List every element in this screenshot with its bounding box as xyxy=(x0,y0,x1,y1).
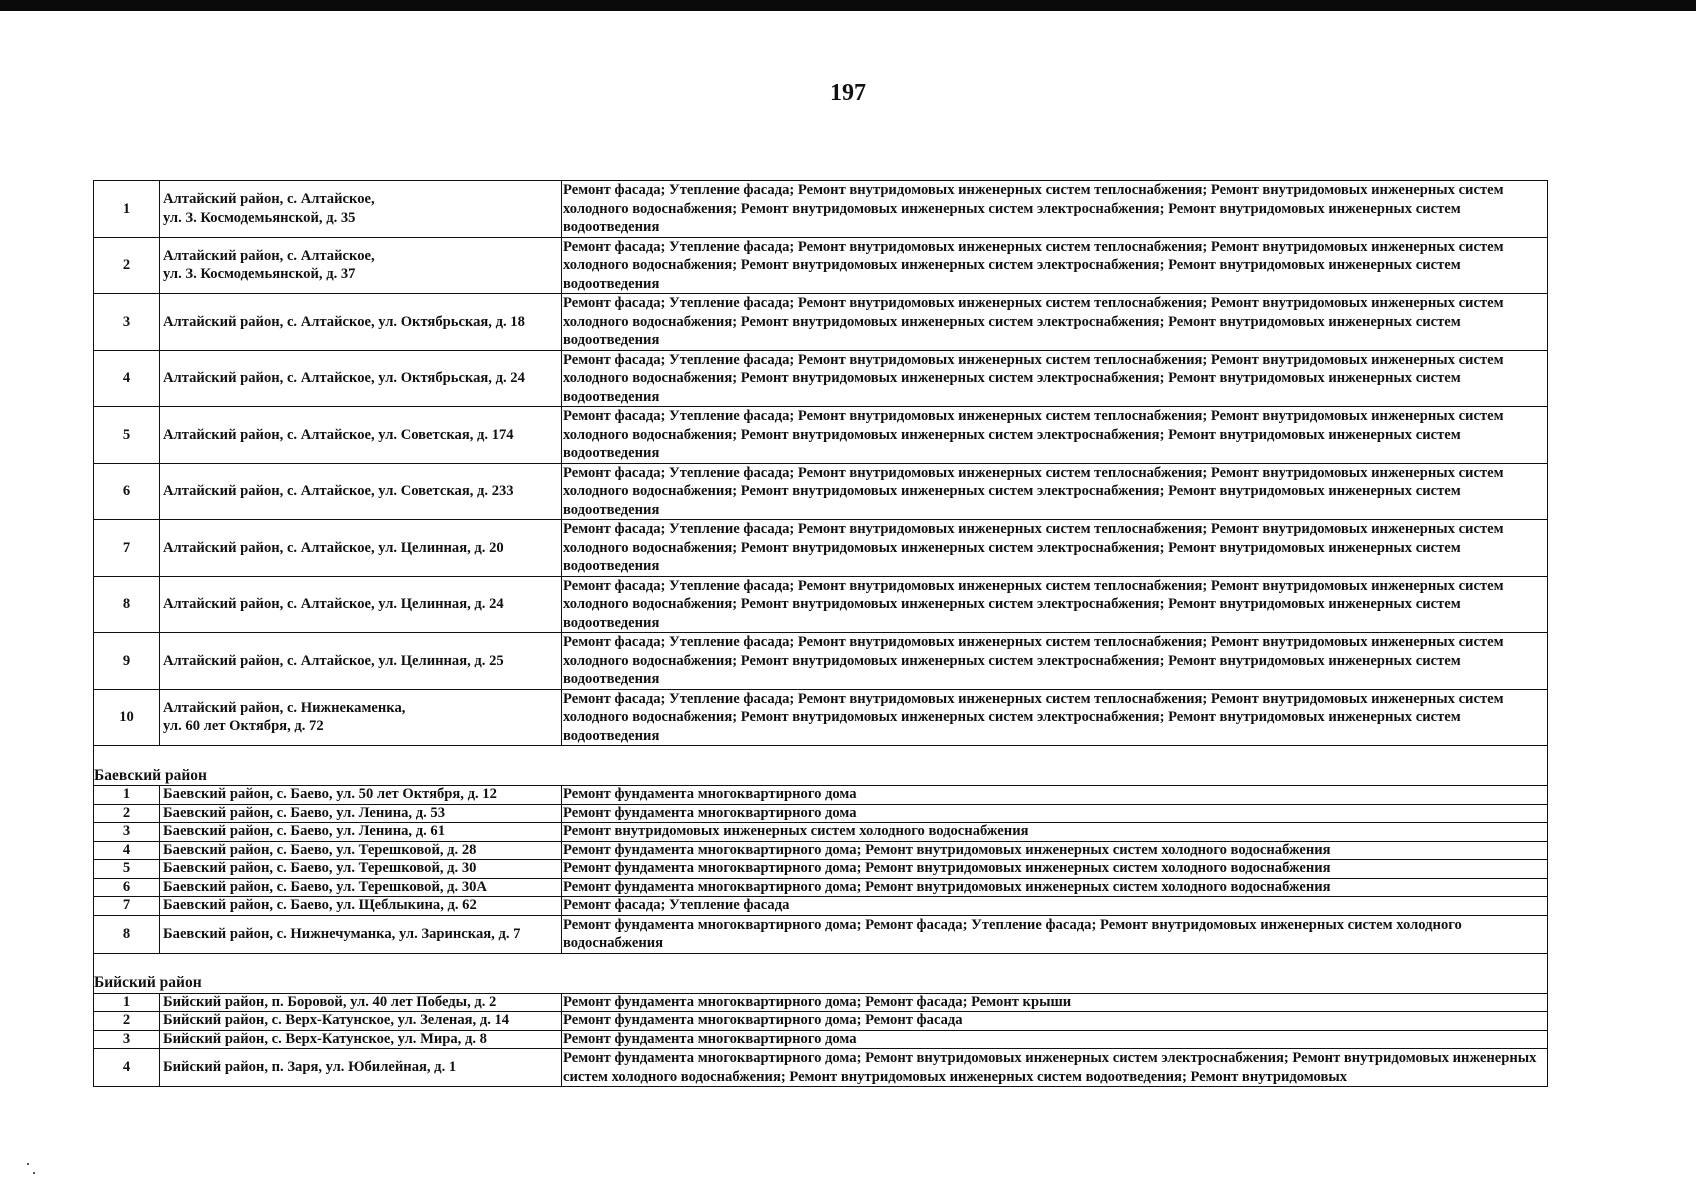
works-cell: Ремонт внутридомовых инженерных систем холодного водоснабжения xyxy=(562,823,1548,842)
row-number: 8 xyxy=(94,915,160,953)
address-cell: Баевский район, с. Баево, ул. Щеблыкина, д. 62 xyxy=(160,897,562,916)
table-row xyxy=(94,520,1548,577)
table-row xyxy=(94,1012,1548,1031)
repair-program-table xyxy=(93,180,1548,1087)
address-cell xyxy=(160,689,562,746)
table-row xyxy=(94,633,1548,690)
row-number: 2 xyxy=(94,237,160,294)
row-number: 3 xyxy=(94,1030,160,1049)
address-cell: Баевский район, с. Баево, ул. Терешковой, д. 30 xyxy=(160,860,562,879)
works-cell: Ремонт фундамента многоквартирного дома; Ремонт фасада; Утепление фасада; Ремонт внутридомовых инженерных систем холодного водоснабжения xyxy=(562,915,1548,953)
row-number: 9 xyxy=(94,633,160,690)
scan-top-border xyxy=(0,0,1696,11)
works-cell: Ремонт фундамента многоквартирного дома xyxy=(562,786,1548,805)
district-title: Бийский район xyxy=(94,973,1548,994)
works-cell: Ремонт фасада; Утепление фасада xyxy=(562,897,1548,916)
table-row xyxy=(94,786,1548,805)
row-number: 7 xyxy=(94,897,160,916)
table-row xyxy=(94,993,1548,1012)
address-cell xyxy=(160,237,562,294)
address-cell: Бийский район, с. Верх-Катунское, ул. Зеленая, д. 14 xyxy=(160,1012,562,1031)
table-row xyxy=(94,463,1548,520)
works-cell: Ремонт фундамента многоквартирного дома; Ремонт внутридомовых инженерных систем электроснабжения; Ремонт внутридомовых инженерных систем холодного водоснабжения; Ремонт внутридомовых инженерных систем водоотведения; Ремонт внутридомовых xyxy=(562,1049,1548,1087)
address-line: Алтайский район, с. Алтайское, xyxy=(163,247,375,264)
row-number: 7 xyxy=(94,520,160,577)
address-cell: Бийский район, п. Боровой, ул. 40 лет Победы, д. 2 xyxy=(160,993,562,1012)
works-cell: Ремонт фасада; Утепление фасада; Ремонт внутридомовых инженерных систем теплоснабжения; Ремонт внутридомовых инженерных систем холодного водоснабжения; Ремонт внутридомовых инженерных систем электроснабжения; Ремонт внутридомовых инженерных систем водоотведения xyxy=(562,689,1548,746)
works-cell: Ремонт фасада; Утепление фасада; Ремонт внутридомовых инженерных систем теплоснабжения; Ремонт внутридомовых инженерных систем холодного водоснабжения; Ремонт внутридомовых инженерных систем электроснабжения; Ремонт внутридомовых инженерных систем водоотведения xyxy=(562,294,1548,351)
address-cell: Баевский район, с. Нижнечуманка, ул. Заринская, д. 7 xyxy=(160,915,562,953)
address-cell: Баевский район, с. Баево, ул. Терешковой, д. 28 xyxy=(160,841,562,860)
row-number: 10 xyxy=(94,689,160,746)
row-number: 1 xyxy=(94,181,160,238)
scan-speck xyxy=(33,1172,35,1174)
address-cell: Баевский район, с. Баево, ул. 50 лет Октября, д. 12 xyxy=(160,786,562,805)
row-number: 6 xyxy=(94,878,160,897)
address-cell: Алтайский район, с. Алтайское, ул. Целинная, д. 24 xyxy=(160,576,562,633)
address-cell: Баевский район, с. Баево, ул. Ленина, д. 61 xyxy=(160,823,562,842)
table-row xyxy=(94,841,1548,860)
page-number: 197 xyxy=(830,80,866,106)
row-number: 8 xyxy=(94,576,160,633)
row-number: 3 xyxy=(94,294,160,351)
works-cell: Ремонт фундамента многоквартирного дома; Ремонт фасада; Ремонт крыши xyxy=(562,993,1548,1012)
row-number: 6 xyxy=(94,463,160,520)
table-row xyxy=(94,860,1548,879)
row-number: 5 xyxy=(94,407,160,464)
table-row xyxy=(94,350,1548,407)
section-spacer xyxy=(94,746,1548,766)
works-cell: Ремонт фасада; Утепление фасада; Ремонт внутридомовых инженерных систем теплоснабжения; Ремонт внутридомовых инженерных систем холодного водоснабжения; Ремонт внутридомовых инженерных систем электроснабжения; Ремонт внутридомовых инженерных систем водоотведения xyxy=(562,350,1548,407)
works-cell: Ремонт фасада; Утепление фасада; Ремонт внутридомовых инженерных систем теплоснабжения; Ремонт внутридомовых инженерных систем холодного водоснабжения; Ремонт внутридомовых инженерных систем электроснабжения; Ремонт внутридомовых инженерных систем водоотведения xyxy=(562,407,1548,464)
address-cell: Алтайский район, с. Алтайское, ул. Целинная, д. 25 xyxy=(160,633,562,690)
works-cell: Ремонт фасада; Утепление фасада; Ремонт внутридомовых инженерных систем теплоснабжения; Ремонт внутридомовых инженерных систем холодного водоснабжения; Ремонт внутридомовых инженерных систем электроснабжения; Ремонт внутридомовых инженерных систем водоотведения xyxy=(562,237,1548,294)
table-row xyxy=(94,576,1548,633)
row-number: 3 xyxy=(94,823,160,842)
table-row xyxy=(94,1030,1548,1049)
table-row xyxy=(94,181,1548,238)
section-spacer xyxy=(94,953,1548,973)
works-cell: Ремонт фасада; Утепление фасада; Ремонт внутридомовых инженерных систем теплоснабжения; Ремонт внутридомовых инженерных систем холодного водоснабжения; Ремонт внутридомовых инженерных систем электроснабжения; Ремонт внутридомовых инженерных систем водоотведения xyxy=(562,181,1548,238)
works-cell: Ремонт фундамента многоквартирного дома; Ремонт внутридомовых инженерных систем холодного водоснабжения xyxy=(562,841,1548,860)
address-cell: Алтайский район, с. Алтайское, ул. Октябрьская, д. 18 xyxy=(160,294,562,351)
table-row xyxy=(94,804,1548,823)
works-cell: Ремонт фундамента многоквартирного дома; Ремонт внутридомовых инженерных систем холодного водоснабжения xyxy=(562,860,1548,879)
works-cell: Ремонт фундамента многоквартирного дома xyxy=(562,1030,1548,1049)
address-cell: Бийский район, п. Заря, ул. Юбилейная, д. 1 xyxy=(160,1049,562,1087)
address-cell: Алтайский район, с. Алтайское, ул. Целинная, д. 20 xyxy=(160,520,562,577)
district-header xyxy=(94,765,1548,786)
row-number: 4 xyxy=(94,350,160,407)
row-number: 2 xyxy=(94,1012,160,1031)
table-row xyxy=(94,407,1548,464)
works-cell: Ремонт фасада; Утепление фасада; Ремонт внутридомовых инженерных систем теплоснабжения; Ремонт внутридомовых инженерных систем холодного водоснабжения; Ремонт внутридомовых инженерных систем электроснабжения; Ремонт внутридомовых инженерных систем водоотведения xyxy=(562,576,1548,633)
address-line: ул. З. Космодемьянской, д. 37 xyxy=(163,266,356,283)
table-row xyxy=(94,1049,1548,1087)
table-row xyxy=(94,897,1548,916)
works-cell: Ремонт фасада; Утепление фасада; Ремонт внутридомовых инженерных систем теплоснабжения; Ремонт внутридомовых инженерных систем холодного водоснабжения; Ремонт внутридомовых инженерных систем электроснабжения; Ремонт внутридомовых инженерных систем водоотведения xyxy=(562,520,1548,577)
address-cell: Алтайский район, с. Алтайское, ул. Октябрьская, д. 24 xyxy=(160,350,562,407)
row-number: 5 xyxy=(94,860,160,879)
scan-speck xyxy=(27,1163,29,1165)
table-row xyxy=(94,823,1548,842)
row-number: 2 xyxy=(94,804,160,823)
works-cell: Ремонт фундамента многоквартирного дома; Ремонт фасада xyxy=(562,1012,1548,1031)
row-number: 1 xyxy=(94,993,160,1012)
address-line: Алтайский район, с. Алтайское, xyxy=(163,191,375,208)
district-title: Баевский район xyxy=(94,765,1548,786)
address-line: ул. З. Космодемьянской, д. 35 xyxy=(163,209,356,226)
table-row xyxy=(94,294,1548,351)
address-cell: Баевский район, с. Баево, ул. Терешковой, д. 30А xyxy=(160,878,562,897)
table-row xyxy=(94,878,1548,897)
row-number: 4 xyxy=(94,841,160,860)
address-cell xyxy=(160,181,562,238)
works-cell: Ремонт фундамента многоквартирного дома; Ремонт внутридомовых инженерных систем холодного водоснабжения xyxy=(562,878,1548,897)
address-cell: Баевский район, с. Баево, ул. Ленина, д. 53 xyxy=(160,804,562,823)
works-cell: Ремонт фундамента многоквартирного дома xyxy=(562,804,1548,823)
table-row xyxy=(94,689,1548,746)
works-cell: Ремонт фасада; Утепление фасада; Ремонт внутридомовых инженерных систем теплоснабжения; Ремонт внутридомовых инженерных систем холодного водоснабжения; Ремонт внутридомовых инженерных систем электроснабжения; Ремонт внутридомовых инженерных систем водоотведения xyxy=(562,633,1548,690)
row-number: 1 xyxy=(94,786,160,805)
address-cell: Алтайский район, с. Алтайское, ул. Советская, д. 174 xyxy=(160,407,562,464)
address-cell: Бийский район, с. Верх-Катунское, ул. Мира, д. 8 xyxy=(160,1030,562,1049)
table-row xyxy=(94,915,1548,953)
table-row xyxy=(94,237,1548,294)
district-header xyxy=(94,973,1548,994)
row-number: 4 xyxy=(94,1049,160,1087)
address-cell: Алтайский район, с. Алтайское, ул. Советская, д. 233 xyxy=(160,463,562,520)
address-line: ул. 60 лет Октября, д. 72 xyxy=(163,718,324,735)
works-cell: Ремонт фасада; Утепление фасада; Ремонт внутридомовых инженерных систем теплоснабжения; Ремонт внутридомовых инженерных систем холодного водоснабжения; Ремонт внутридомовых инженерных систем электроснабжения; Ремонт внутридомовых инженерных систем водоотведения xyxy=(562,463,1548,520)
address-line: Алтайский район, с. Нижнекаменка, xyxy=(163,699,406,716)
